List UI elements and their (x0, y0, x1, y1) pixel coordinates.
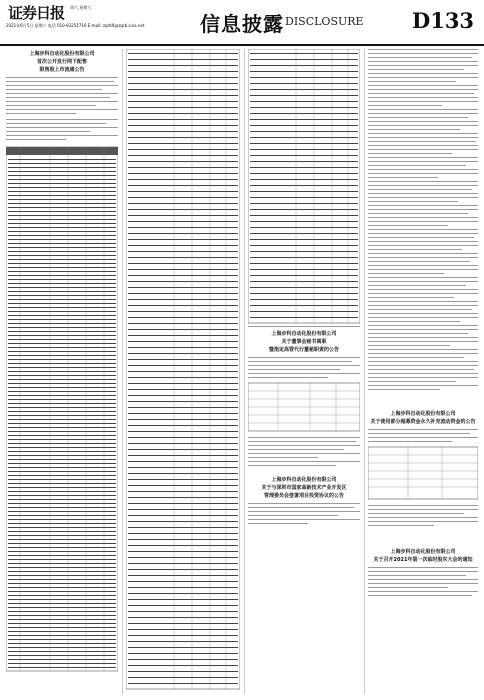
body-text-block (248, 357, 360, 378)
section-title: 信息披露 (200, 12, 284, 36)
column-3-footer-text (248, 501, 360, 541)
notice-subtitle: 管理委员会签署项目投资协议的公告 (263, 493, 344, 499)
notice-header-3 (248, 331, 360, 353)
column-divider (364, 49, 365, 694)
page-number: D133 (412, 8, 475, 33)
notice-company: 上海步科自动化股份有限公司 (271, 477, 337, 483)
issue-info: 2021年6月5日 星期六 电话 010-83251716 E-mail: zqrb9@zqrb.sina.net (6, 23, 145, 28)
notice-subtitle: 限售股上市流通公告 (39, 67, 85, 73)
notice-company: 上海步科自动化股份有限公司 (390, 549, 456, 555)
column-3 (248, 49, 360, 694)
notice-header-5 (248, 477, 360, 499)
notice-header-2 (368, 411, 478, 425)
notice-subtitle: 暨指定高管代行董秘职责的公告 (268, 347, 339, 353)
masthead (0, 0, 484, 46)
summary-table (248, 383, 360, 431)
body-text-block (248, 326, 360, 327)
column-3-table (248, 49, 360, 329)
holdings-table-end (248, 49, 360, 323)
column-2-body (126, 49, 240, 694)
notice-title: 首次公开发行网下配售 (36, 59, 87, 65)
section-title-en: DISCLOSURE (285, 15, 364, 28)
notice-company: 上海步科自动化股份有限公司 (390, 411, 456, 417)
notice-header-4 (368, 549, 478, 563)
column-1-body (6, 75, 118, 675)
holdings-table-continued (126, 49, 240, 689)
notice-title: 关于董事会秘书离职 (281, 339, 327, 345)
column-divider (122, 49, 123, 694)
issue-day: 周六 星期六 (70, 5, 92, 10)
column-2 (126, 49, 240, 694)
holdings-table (6, 147, 118, 671)
newspaper-logo: 证券日报 (8, 4, 65, 22)
column-1 (6, 49, 118, 694)
notice-title: 关于与深圳市国家高新技术产业开发区 (261, 485, 347, 491)
notice-company: 上海步科自动化股份有限公司 (29, 51, 95, 57)
notice-company: 上海步科自动化股份有限公司 (271, 331, 337, 337)
column-4-body (368, 49, 478, 409)
notice-header-1 (6, 51, 118, 73)
body-text-block (6, 77, 118, 140)
column-divider (244, 49, 245, 694)
notice-title: 关于使用部分超募资金永久补充流动资金的公告 (370, 419, 476, 425)
body-text-block (248, 437, 360, 466)
notice-title: 关于召开2021年第一次临时股东大会的通知 (373, 557, 473, 563)
column-3-body (248, 355, 360, 475)
column-4-bottom (368, 565, 478, 625)
meeting-table (368, 447, 478, 499)
column-4 (368, 49, 478, 694)
column-4-mid (368, 427, 478, 547)
body-text-block (368, 49, 478, 390)
